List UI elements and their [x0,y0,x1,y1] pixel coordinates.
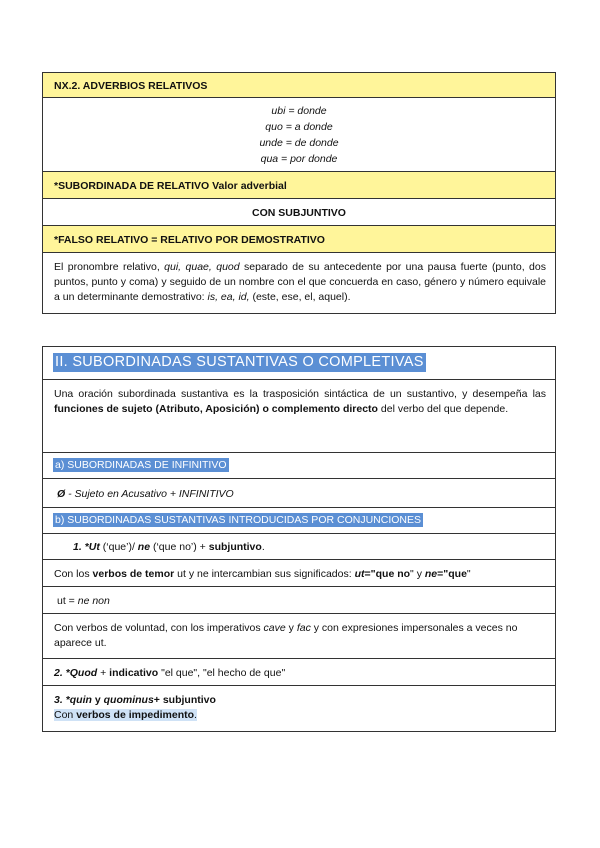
falso-relativo-text: *FALSO RELATIVO = RELATIVO POR DEMOSTRATIVO [54,234,325,246]
item1-subjuntivo: subjuntivo [208,541,262,553]
temor-row [43,559,555,586]
item2-row [43,658,555,685]
impedimento-line [54,708,555,723]
subjuntivo-row [43,198,555,225]
impedimento-highlight [54,709,197,721]
temor-eq1: =" [364,568,376,580]
temor-text-4: " [466,568,471,580]
sec-b-row [43,507,555,533]
intro-text-1: Una oración subordinada sustantiva es la trasposición sintáctica de un sustantivo, y desempeña las [54,388,546,400]
item1-number: 1. * [73,541,89,553]
voluntad-text-1: Con verbos de voluntad, con los imperativos [54,622,264,634]
item3-row [43,685,555,731]
temor-ne: ne [424,568,438,580]
table2-title: II. SUBORDINADAS SUSTANTIVAS O COMPLETIVAS [55,354,424,370]
empty-set-symbol: Ø [57,488,66,500]
falso-relativo-row [43,225,555,252]
para-qui: qui, quae, quod [164,261,240,273]
adverb-quo: quo = a donde [265,121,333,133]
temor-text-2: ut y ne intercambian sus significados: [174,568,355,580]
item3-rest: + subjuntivo [153,694,216,706]
para-text-3: (este, ese, el, aquel). [249,291,351,303]
item3-y: y [91,694,104,706]
voluntad-text-2: y [285,622,297,634]
temor-text-1: Con los [54,568,93,580]
infinitivo-text: - Sujeto en Acusativo + INFINITIVO [65,488,234,500]
sec-a-heading: a) SUBORDINADAS DE INFINITIVO [55,459,227,471]
table1-title-row [43,73,555,97]
item2-rest: "el que", "el hecho de que" [158,667,286,679]
table1-title: NX.2. ADVERBIOS RELATIVOS [54,80,208,92]
subordinadas-sustantivas-table [42,346,556,732]
temor-ut: ut [354,568,365,580]
item1-end: . [261,541,265,553]
item2-plus: + [97,667,110,679]
impedimento-end: . [194,709,197,721]
ut-ne-non-row [43,586,555,613]
item3-line [54,693,555,708]
ut-line-text: ut = [57,595,78,607]
temor-bold: verbos de temor [92,568,175,580]
adverbs-row [43,97,555,171]
impedimento-text-1: Con [54,709,77,721]
voluntad-cave: cave [263,622,286,634]
para-is: is, ea, id, [207,291,250,303]
intro-text-2: del verbo del que depende. [377,403,509,415]
pronombre-paragraph-row [43,252,555,313]
item1-ut: Ut [88,541,100,553]
item3-quominus: quominus [103,694,154,706]
subjuntivo-text: CON SUBJUNTIVO [252,207,346,219]
voluntad-row [43,613,555,658]
voluntad-fac: fac [296,622,311,634]
ut-line-ne-non: ne non [77,595,110,607]
temor-que-no: que no [375,568,411,580]
adverbios-relativos-table [42,72,556,314]
item1-row [43,533,555,559]
para-text-2: separado de su antecedente por una pausa fuerte (punto, dos puntos, punto y coma) y seguido de un nombre con el que concuerda en caso, género y número equivale a un determinante demostrativo: [54,261,546,303]
subordinada-relativo-text: *SUBORDINADA DE RELATIVO Valor adverbial [54,180,287,192]
sec-a-row [43,452,555,478]
sec-b-heading: b) SUBORDINADAS SUSTANTIVAS INTRODUCIDAS POR CONJUNCIONES [55,514,421,526]
intro-bold: funciones de sujeto (Atributo, Aposición) o complemento directo [54,403,378,415]
voluntad-text-3: y con expresiones impersonales a veces no aparece ut. [54,622,518,649]
item2-indicativo: indicativo [109,667,159,679]
subordinada-relativo-row [43,171,555,198]
adverb-ubi: ubi = donde [271,105,327,117]
item2-quod: Quod [69,667,98,679]
table2-title-row [43,347,555,379]
intro-paragraph-row [43,379,555,452]
item2-number: 2. * [54,667,70,679]
adverb-qua: qua = por donde [260,153,338,165]
temor-eq2: =" [437,568,449,580]
para-text-1: El pronombre relativo, [54,261,165,273]
item3-quin: quin [69,694,92,706]
item3-number: 3. * [54,694,70,706]
item1-ut-gloss: (‘que’)/ [99,541,138,553]
temor-que: que [448,568,467,580]
temor-text-3: " y [410,568,425,580]
infinitivo-row [43,478,555,507]
item1-ne: ne [137,541,151,553]
item1-ne-gloss: (‘que no’) + [150,541,209,553]
adverb-unde: unde = de donde [259,137,339,149]
impedimento-bold: verbos de impedimento [76,709,195,721]
